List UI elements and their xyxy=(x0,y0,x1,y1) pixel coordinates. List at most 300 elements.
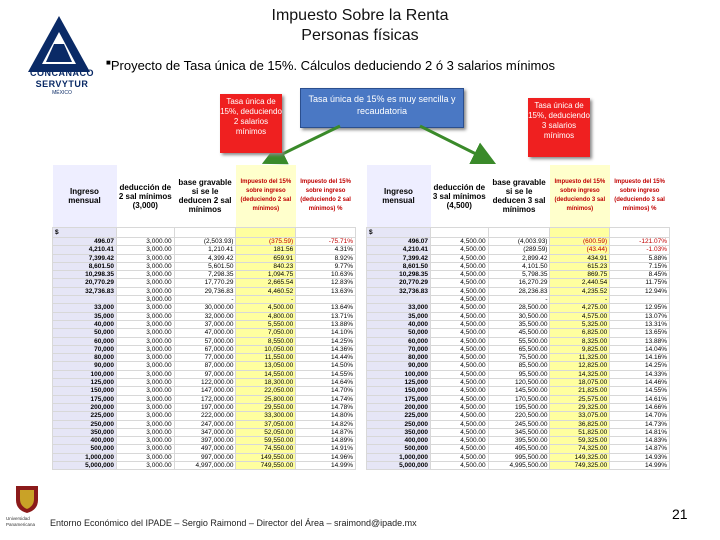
table-cell: 6,825.00 xyxy=(550,329,610,337)
table-cell: 4,500.00 xyxy=(431,395,489,403)
table-cell: 37,000.00 xyxy=(174,320,236,328)
table-cell: 4.31% xyxy=(296,246,356,254)
table-row xyxy=(367,379,670,387)
table-cell: 75,500.00 xyxy=(488,354,550,362)
table-cell: 347,000.00 xyxy=(174,428,236,436)
table-cell: 4,460.52 xyxy=(236,287,296,295)
table-cell: 1,000,000 xyxy=(367,453,431,461)
table-cell: 4,500.00 xyxy=(431,238,489,246)
table-row xyxy=(367,254,670,262)
table-cell: 14.70% xyxy=(610,412,670,420)
table-cell: 495,500.00 xyxy=(488,445,550,453)
bullet-text: Proyecto de Tasa única de 15%. Cálculos deduciendo 2 ó 3 salarios mínimos xyxy=(110,58,556,73)
table-cell: 496.07 xyxy=(367,238,431,246)
table-cell: 40,000 xyxy=(53,320,117,328)
table-cell: 395,500.00 xyxy=(488,437,550,445)
red-note-right: Tasa única de 15%, deduciendo 3 salarios mínimos xyxy=(528,98,590,157)
table-cell: 3,000.00 xyxy=(117,362,175,370)
table-cell xyxy=(610,228,670,238)
table-cell: 197,000.00 xyxy=(174,403,236,411)
table-cell: - xyxy=(550,296,610,304)
table-cell: 12.83% xyxy=(296,279,356,287)
table-cell: 3,000.00 xyxy=(117,412,175,420)
table-row xyxy=(53,279,356,287)
table-row xyxy=(53,296,356,304)
table-cell: 29,325.00 xyxy=(550,403,610,411)
table-cell: 13.64% xyxy=(296,304,356,312)
table-cell: 4,800.00 xyxy=(236,312,296,320)
table-cell: 400,000 xyxy=(367,437,431,445)
table-cell: 4,500.00 xyxy=(431,420,489,428)
table-cell: 14.96% xyxy=(296,453,356,461)
table-cell: 30,500.00 xyxy=(488,312,550,320)
table-cell: 74,550.00 xyxy=(236,445,296,453)
table-cell: 11,325.00 xyxy=(550,354,610,362)
table-cell: 14.99% xyxy=(296,462,356,470)
table-row xyxy=(53,354,356,362)
university-label xyxy=(6,516,35,528)
table-cell: 14.55% xyxy=(610,387,670,395)
table-cell: 14,325.00 xyxy=(550,370,610,378)
table-cell: 29,550.00 xyxy=(236,403,296,411)
table-cell: 8,601.50 xyxy=(367,262,431,270)
table-cell: 14.66% xyxy=(610,403,670,411)
table-cell: 14.73% xyxy=(610,420,670,428)
table-cell: 33,300.00 xyxy=(236,412,296,420)
table-cell: 3,000.00 xyxy=(117,238,175,246)
table-cell: 14.87% xyxy=(296,428,356,436)
table-cell: 13.71% xyxy=(296,312,356,320)
table-cell xyxy=(431,228,489,238)
table-cell: 4,500.00 xyxy=(431,296,489,304)
table-cell: 11.75% xyxy=(610,279,670,287)
table-cell: 3,000.00 xyxy=(117,271,175,279)
table-cell: 17,770.29 xyxy=(174,279,236,287)
table-cell xyxy=(296,228,356,238)
table-row xyxy=(53,337,356,345)
table-cell: 150,000 xyxy=(367,387,431,395)
table-cell: 3,000.00 xyxy=(117,445,175,453)
table-row xyxy=(53,379,356,387)
table-cell: 997,000.00 xyxy=(174,453,236,461)
table-cell: 4,500.00 xyxy=(431,445,489,453)
table-cell: 14.64% xyxy=(296,379,356,387)
table-cell: 50,000 xyxy=(367,329,431,337)
table-cell: 3,000.00 xyxy=(117,246,175,254)
column-header: Impuesto del 15% sobre ingreso (deduciendo 3 sal mínimos) xyxy=(550,165,610,228)
table-cell: 247,000.00 xyxy=(174,420,236,428)
table-cell: 250,000 xyxy=(367,420,431,428)
table-cell: 3,000.00 xyxy=(117,354,175,362)
table-cell: 32,736.83 xyxy=(367,287,431,295)
table-cell: 400,000 xyxy=(53,437,117,445)
table-cell: 5.88% xyxy=(610,254,670,262)
table-cell: - xyxy=(236,296,296,304)
table-cell: 7.15% xyxy=(610,262,670,270)
table-cell: (375.59) xyxy=(236,238,296,246)
table-cell: 74,325.00 xyxy=(550,445,610,453)
table-cell: 225,000 xyxy=(53,412,117,420)
table-cell: (600.59) xyxy=(550,238,610,246)
table-cell: 60,000 xyxy=(53,337,117,345)
table-cell: 13.63% xyxy=(296,287,356,295)
table-cell: 4,210.41 xyxy=(367,246,431,254)
title-line-1: Impuesto Sobre la Renta xyxy=(271,7,449,24)
table-row xyxy=(367,296,670,304)
table-cell: 97,000.00 xyxy=(174,370,236,378)
table-cell: 32,736.83 xyxy=(53,287,117,295)
table-row xyxy=(53,271,356,279)
table-row xyxy=(53,246,356,254)
table-cell: 995,500.00 xyxy=(488,453,550,461)
ipade-shield-icon xyxy=(14,484,40,514)
table-cell: 4,500.00 xyxy=(431,345,489,353)
title-line-2: Personas físicas xyxy=(301,27,419,44)
table-cell: 749,550.00 xyxy=(236,462,296,470)
table-cell: 14.80% xyxy=(296,412,356,420)
table-cell: 497,000.00 xyxy=(174,445,236,453)
table-row xyxy=(367,279,670,287)
table-cell: 1,210.41 xyxy=(174,246,236,254)
table-cell: 195,500.00 xyxy=(488,403,550,411)
table-cell: 4,235.52 xyxy=(550,287,610,295)
table-cell: -75.71% xyxy=(296,238,356,246)
table-cell: 10,050.00 xyxy=(236,345,296,353)
table-cell: -121.07% xyxy=(610,238,670,246)
table-row xyxy=(367,445,670,453)
table-cell: 35,500.00 xyxy=(488,320,550,328)
table-cell: 4,995,500.00 xyxy=(488,462,550,470)
table-body xyxy=(53,165,356,470)
table-cell: 4,500.00 xyxy=(431,412,489,420)
table-cell: 3,000.00 xyxy=(117,279,175,287)
table-cell: 16,270.29 xyxy=(488,279,550,287)
table-cell: 33,000 xyxy=(53,304,117,312)
table-cell: 172,000.00 xyxy=(174,395,236,403)
table-cell: 14.78% xyxy=(296,403,356,411)
table-cell: 496.07 xyxy=(53,238,117,246)
currency-symbol: $ xyxy=(367,228,431,238)
table-row xyxy=(367,329,670,337)
table-cell: 22,050.00 xyxy=(236,387,296,395)
table-row xyxy=(367,412,670,420)
table-cell: 175,000 xyxy=(367,395,431,403)
table-cell: (289.59) xyxy=(488,246,550,254)
table-row xyxy=(53,462,356,470)
table-cell: 50,000 xyxy=(53,329,117,337)
logo-country: MÉXICO xyxy=(52,90,72,96)
table-cell: 8.92% xyxy=(296,254,356,262)
table-cell: (4,003.93) xyxy=(488,238,550,246)
table-row xyxy=(367,437,670,445)
table-cell: 28,236.83 xyxy=(488,287,550,295)
table-cell: 500,000 xyxy=(367,445,431,453)
footer-text: Entorno Económico del IPADE – Sergio Raimond – Director del Área – sraimond@ipade.mx xyxy=(50,518,417,528)
table-cell: 13.65% xyxy=(610,329,670,337)
table-row xyxy=(367,362,670,370)
table-cell: 14.25% xyxy=(610,362,670,370)
table-cell: 250,000 xyxy=(53,420,117,428)
table-cell: 70,000 xyxy=(367,345,431,353)
table-cell: 13.07% xyxy=(610,312,670,320)
table-cell: 225,000 xyxy=(367,412,431,420)
table-row xyxy=(53,304,356,312)
table-row xyxy=(53,420,356,428)
table-cell: 52,050.00 xyxy=(236,428,296,436)
table-cell: - xyxy=(174,296,236,304)
table-cell xyxy=(550,228,610,238)
table-cell: 3,000.00 xyxy=(117,287,175,295)
table-cell: 100,000 xyxy=(53,370,117,378)
table-cell: 4,500.00 xyxy=(431,453,489,461)
table-cell: 4,500.00 xyxy=(431,304,489,312)
table-cell: 10,298.35 xyxy=(53,271,117,279)
table-cell: 4,500.00 xyxy=(431,254,489,262)
table-row xyxy=(53,387,356,395)
table-cell: 14.10% xyxy=(296,329,356,337)
table-row xyxy=(53,254,356,262)
table-cell: 35,000 xyxy=(53,312,117,320)
red-note-left: Tasa única de 15%, deduciendo 2 salarios mínimos xyxy=(220,94,282,153)
table-row xyxy=(53,287,356,295)
table-row xyxy=(367,238,670,246)
table-row xyxy=(367,420,670,428)
column-header: Ingreso mensual xyxy=(53,165,117,228)
table-cell: 100,000 xyxy=(367,370,431,378)
table-cell: 14.16% xyxy=(610,354,670,362)
table-cell: 5,601.50 xyxy=(174,262,236,270)
table-cell: 3,000.00 xyxy=(117,370,175,378)
table-cell: 4,500.00 xyxy=(431,362,489,370)
table-cell: 14.91% xyxy=(296,445,356,453)
logo-subname: SERVYTUR xyxy=(35,79,89,89)
table-cell: (43.44) xyxy=(550,246,610,254)
table-row xyxy=(53,362,356,370)
table-cell: 10,298.35 xyxy=(367,271,431,279)
table-cell: 3,000.00 xyxy=(117,312,175,320)
table-row xyxy=(367,312,670,320)
table-row xyxy=(367,387,670,395)
table-cell: 8,601.50 xyxy=(53,262,117,270)
table-cell: 200,000 xyxy=(367,403,431,411)
table-cell: 149,325.00 xyxy=(550,453,610,461)
table-cell: 7,399.42 xyxy=(367,254,431,262)
table-cell: 350,000 xyxy=(367,428,431,436)
table-cell: 29,736.83 xyxy=(174,287,236,295)
table-cell: 175,000 xyxy=(53,395,117,403)
table-cell: 80,000 xyxy=(367,354,431,362)
column-header: base gravable si se le deducen 2 sal mínimos xyxy=(178,178,232,214)
table-cell: 57,000.00 xyxy=(174,337,236,345)
table-cell: 60,000 xyxy=(367,337,431,345)
table-cell: 4,500.00 xyxy=(431,379,489,387)
table-cell: 13.88% xyxy=(296,320,356,328)
table-cell: 7,298.35 xyxy=(174,271,236,279)
table-cell: 11,550.00 xyxy=(236,354,296,362)
column-header: deducción de 2 sal mínimos (3,000) xyxy=(118,182,172,210)
table-cell: 28,500.00 xyxy=(488,304,550,312)
currency-row xyxy=(53,228,356,238)
table-cell: 13.31% xyxy=(610,320,670,328)
table-row xyxy=(367,403,670,411)
table-row xyxy=(367,395,670,403)
table-cell: 4,500.00 xyxy=(431,462,489,470)
table-cell: 45,500.00 xyxy=(488,329,550,337)
table-cell: 5,325.00 xyxy=(550,320,610,328)
table-cell: 3,000.00 xyxy=(117,320,175,328)
table-cell: 4,500.00 xyxy=(236,304,296,312)
table-cell: 14.99% xyxy=(610,462,670,470)
table-cell: 10.63% xyxy=(296,271,356,279)
university-line-1: Universidad xyxy=(6,516,30,521)
bullet-icon: ■ xyxy=(106,58,111,67)
table-cell: 350,000 xyxy=(53,428,117,436)
table-cell: 25,575.00 xyxy=(550,395,610,403)
table-row xyxy=(367,320,670,328)
table-cell: 122,000.00 xyxy=(174,379,236,387)
table-cell: 14.82% xyxy=(296,420,356,428)
table-cell: -1.03% xyxy=(610,246,670,254)
table-cell: 47,000.00 xyxy=(174,329,236,337)
table-cell: 14.83% xyxy=(610,437,670,445)
table-cell: 4,500.00 xyxy=(431,271,489,279)
table-cell: 20,770.29 xyxy=(53,279,117,287)
page-number: 21 xyxy=(672,506,688,522)
table-cell: 5,798.35 xyxy=(488,271,550,279)
table-cell: 4,500.00 xyxy=(431,387,489,395)
table-cell: 21,825.00 xyxy=(550,387,610,395)
table-cell: 14.55% xyxy=(296,370,356,378)
table-cell: 90,000 xyxy=(367,362,431,370)
table-cell xyxy=(174,228,236,238)
table-cell: 3,000.00 xyxy=(117,437,175,445)
table-body xyxy=(367,165,670,470)
table-cell: 13,050.00 xyxy=(236,362,296,370)
table-cell: 95,500.00 xyxy=(488,370,550,378)
table-cell: 4,500.00 xyxy=(431,262,489,270)
table-cell: 4,500.00 xyxy=(431,437,489,445)
table-cell: 7,050.00 xyxy=(236,329,296,337)
table-cell: 14.89% xyxy=(296,437,356,445)
table-cell xyxy=(610,296,670,304)
table-cell: 4,575.00 xyxy=(550,312,610,320)
table-cell: 120,500.00 xyxy=(488,379,550,387)
table-cell: 8,550.00 xyxy=(236,337,296,345)
table-cell: 13.88% xyxy=(610,337,670,345)
table-cell: 35,000 xyxy=(367,312,431,320)
table-cell: 5,000,000 xyxy=(53,462,117,470)
table-cell: 80,000 xyxy=(53,354,117,362)
table-cell: 14.87% xyxy=(610,445,670,453)
table-cell: 90,000 xyxy=(53,362,117,370)
table-cell: 55,500.00 xyxy=(488,337,550,345)
table-cell: 3,000.00 xyxy=(117,428,175,436)
table-row xyxy=(367,354,670,362)
table-row xyxy=(53,370,356,378)
table-cell: 8,325.00 xyxy=(550,337,610,345)
table-cell: 3,000.00 xyxy=(117,304,175,312)
table-cell: 181.56 xyxy=(236,246,296,254)
table-cell xyxy=(488,228,550,238)
university-line-2: Panamericana xyxy=(6,522,36,527)
table-cell: 145,500.00 xyxy=(488,387,550,395)
table-row xyxy=(53,453,356,461)
table-2-salarios xyxy=(52,165,356,470)
table-cell: 3,000.00 xyxy=(117,254,175,262)
table-cell: 4,275.00 xyxy=(550,304,610,312)
table-row xyxy=(53,412,356,420)
table-row xyxy=(367,370,670,378)
table-cell xyxy=(367,296,431,304)
table-cell xyxy=(296,296,356,304)
table-row xyxy=(53,345,356,353)
table-cell: 500,000 xyxy=(53,445,117,453)
table-cell: 4,500.00 xyxy=(431,312,489,320)
table-cell: 125,000 xyxy=(367,379,431,387)
arrow-right xyxy=(420,126,488,160)
table-cell: 67,000.00 xyxy=(174,345,236,353)
logo-name: CONCANACO xyxy=(30,68,94,78)
table-cell: 222,000.00 xyxy=(174,412,236,420)
column-header: Impuesto del 15% sobre ingreso (deduciendo 3 sal mínimos) % xyxy=(614,179,665,212)
table-cell: 4,997,000.00 xyxy=(174,462,236,470)
table-cell: 14.25% xyxy=(296,337,356,345)
table-cell: 4,500.00 xyxy=(431,403,489,411)
table-cell: 749,325.00 xyxy=(550,462,610,470)
table-cell: 125,000 xyxy=(53,379,117,387)
table-row xyxy=(53,312,356,320)
column-header: Impuesto del 15% sobre ingreso (deduciendo 2 sal mínimos) % xyxy=(300,179,351,212)
table-cell: 3,000.00 xyxy=(117,329,175,337)
table-cell: 14,550.00 xyxy=(236,370,296,378)
table-cell: 12,825.00 xyxy=(550,362,610,370)
table-cell: 14.50% xyxy=(296,362,356,370)
table-cell: 33,075.00 xyxy=(550,412,610,420)
table-header-row xyxy=(53,165,356,228)
table-cell: 4,500.00 xyxy=(431,370,489,378)
table-row xyxy=(53,395,356,403)
table-cell: 14.46% xyxy=(610,379,670,387)
table-cell xyxy=(236,228,296,238)
table-cell: 9.77% xyxy=(296,262,356,270)
table-cell: 59,325.00 xyxy=(550,437,610,445)
table-row xyxy=(53,320,356,328)
column-header: Ingreso mensual xyxy=(367,165,431,228)
table-cell: 1,000,000 xyxy=(53,453,117,461)
table-cell: 3,000.00 xyxy=(117,395,175,403)
table-cell: 3,000.00 xyxy=(117,403,175,411)
table-row xyxy=(367,287,670,295)
table-cell: 18,075.00 xyxy=(550,379,610,387)
table-cell xyxy=(53,296,117,304)
table-cell: 4,500.00 xyxy=(431,320,489,328)
table-cell: 51,825.00 xyxy=(550,428,610,436)
table-cell: 3,000.00 xyxy=(117,387,175,395)
table-cell: 4,500.00 xyxy=(431,329,489,337)
table-cell: 2,440.54 xyxy=(550,279,610,287)
table-cell: 65,500.00 xyxy=(488,345,550,353)
table-cell: 36,825.00 xyxy=(550,420,610,428)
table-row xyxy=(53,403,356,411)
table-cell: (2,503.93) xyxy=(174,238,236,246)
table-cell: 59,550.00 xyxy=(236,437,296,445)
table-cell: 14.36% xyxy=(296,345,356,353)
table-cell: 840.23 xyxy=(236,262,296,270)
table-cell: 200,000 xyxy=(53,403,117,411)
table-row xyxy=(53,262,356,270)
column-header: deducción de 3 sal mínimos (4,500) xyxy=(432,182,486,210)
table-cell: 4,500.00 xyxy=(431,279,489,287)
